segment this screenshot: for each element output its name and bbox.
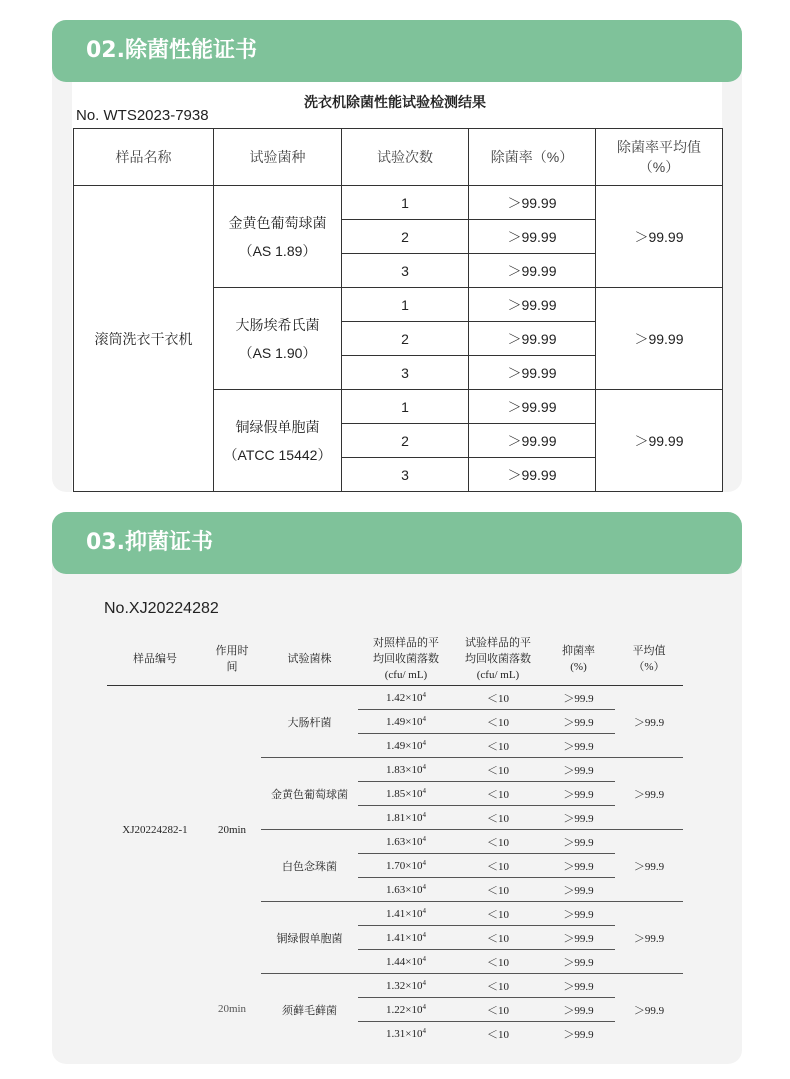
exponent: 4 <box>422 979 426 987</box>
control-count-value: 1.42×10 <box>386 692 423 704</box>
control-count-cell <box>358 950 454 974</box>
average-cell: ＞99.99 <box>596 390 723 492</box>
exponent: 4 <box>422 715 426 723</box>
control-count-cell <box>358 758 454 782</box>
inhibition-rate-cell: ＞99.9 <box>542 686 615 710</box>
inhibition-rate-cell: ＞99.9 <box>542 974 615 998</box>
run-cell: 2 <box>342 322 469 356</box>
header-rate: 抑菌率 (%) <box>542 633 615 686</box>
exponent: 4 <box>422 691 426 699</box>
header-sample-id: 样品编号 <box>107 633 203 686</box>
inhibition-rate-cell: ＞99.9 <box>542 758 615 782</box>
exponent: 4 <box>422 883 426 891</box>
control-count-cell <box>358 710 454 734</box>
exponent: 4 <box>422 1003 426 1011</box>
exponent: 4 <box>422 955 426 963</box>
header-test: 试验样品的平 均回收菌落数 (cfu/ mL) <box>454 633 542 686</box>
average-cell: ＞99.9 <box>615 902 683 974</box>
header-average: 除菌率平均值 （%） <box>596 129 723 186</box>
strain-cell <box>214 186 342 288</box>
control-count-value: 1.63×10 <box>386 884 423 896</box>
inhibition-rate-cell: ＞99.9 <box>542 830 615 854</box>
test-count-cell: ＜10 <box>454 830 542 854</box>
control-count-cell <box>358 878 454 902</box>
run-cell: 3 <box>342 458 469 492</box>
header-strain: 试验菌株 <box>261 633 358 686</box>
strain-cell <box>214 288 342 390</box>
run-cell: 2 <box>342 220 469 254</box>
test-count-cell: ＜10 <box>454 926 542 950</box>
test-count-cell: ＜10 <box>454 686 542 710</box>
control-count-value: 1.32×10 <box>386 980 423 992</box>
strain-cell: 须藓毛藓菌 <box>282 1004 337 1017</box>
control-count-cell <box>358 998 454 1022</box>
run-cell: 3 <box>342 356 469 390</box>
control-count-cell <box>358 1022 454 1046</box>
test-count-cell: ＜10 <box>454 806 542 830</box>
control-count-value: 1.83×10 <box>386 764 423 776</box>
strain-name: 大肠埃希氏菌 <box>235 316 320 333</box>
exponent: 4 <box>422 907 426 915</box>
control-count-cell <box>358 806 454 830</box>
run-cell: 1 <box>342 390 469 424</box>
strain-cell: 金黄色葡萄球菌 <box>261 758 358 830</box>
control-count-value: 1.85×10 <box>386 788 423 800</box>
control-count-value: 1.63×10 <box>386 836 423 848</box>
table-header-row <box>74 129 723 186</box>
rate-cell: ＞99.99 <box>469 356 596 390</box>
sample-id-cell-empty <box>107 974 203 1046</box>
report-number-2: No.XJ20224282 <box>104 600 219 617</box>
strain-code: （AS 1.90） <box>238 344 317 361</box>
table-row <box>107 686 683 710</box>
control-count-cell <box>358 782 454 806</box>
section-banner-bactericidal: 02.除菌性能证书 <box>52 20 742 82</box>
inhibition-rate-cell: ＞99.9 <box>542 950 615 974</box>
header-time: 作用时 间 <box>203 633 261 686</box>
header-runs: 试验次数 <box>342 129 469 186</box>
exponent: 4 <box>422 859 426 867</box>
control-count-value: 1.49×10 <box>386 740 423 752</box>
control-count-cell <box>358 854 454 878</box>
rate-cell: ＞99.99 <box>469 288 596 322</box>
average-cell: ＞99.9 <box>633 1004 665 1017</box>
control-count-value: 1.22×10 <box>386 1004 423 1016</box>
control-count-value: 1.41×10 <box>386 932 423 944</box>
test-count-cell: ＜10 <box>454 902 542 926</box>
control-count-cell <box>358 686 454 710</box>
header-control: 对照样品的平 均回收菌落数 (cfu/ mL) <box>358 633 454 686</box>
header-rate: 除菌率（%） <box>469 129 596 186</box>
antibacterial-results-table <box>107 633 683 1045</box>
inhibition-rate-cell: ＞99.9 <box>542 998 615 1022</box>
control-count-value: 1.41×10 <box>386 908 423 920</box>
control-count-cell <box>358 734 454 758</box>
header-strain: 试验菌种 <box>214 129 342 186</box>
run-cell: 3 <box>342 254 469 288</box>
strain-code: （ATCC 15442） <box>223 446 332 463</box>
run-cell: 2 <box>342 424 469 458</box>
test-count-cell: ＜10 <box>487 1028 509 1041</box>
test-count-cell: ＜10 <box>454 974 542 998</box>
exponent: 4 <box>422 739 426 747</box>
test-count-cell: ＜10 <box>454 758 542 782</box>
inhibition-rate-cell: ＞99.9 <box>542 854 615 878</box>
inhibition-rate-cell: ＞99.9 <box>542 878 615 902</box>
rate-cell: ＞99.99 <box>469 186 596 220</box>
inhibition-rate-cell: ＞99.9 <box>542 926 615 950</box>
strain-cell <box>214 390 342 492</box>
time-cell-second: 20min <box>217 1003 247 1016</box>
exponent: 4 <box>422 931 426 939</box>
exponent: 4 <box>422 787 426 795</box>
strain-name: 铜绿假单胞菌 <box>235 418 320 435</box>
average-cell: ＞99.9 <box>615 830 683 902</box>
control-count-value: 1.31×10 <box>386 1028 423 1040</box>
average-cell: ＞99.9 <box>615 758 683 830</box>
average-cell: ＞99.9 <box>615 686 683 758</box>
run-cell: 1 <box>342 186 469 220</box>
control-count-value: 1.81×10 <box>386 812 423 824</box>
control-count-value: 1.49×10 <box>386 716 423 728</box>
strain-cell: 白色念珠菌 <box>261 830 358 902</box>
average-cell: ＞99.99 <box>596 186 723 288</box>
control-count-cell <box>358 926 454 950</box>
run-cell: 1 <box>342 288 469 322</box>
exponent: 4 <box>422 763 426 771</box>
control-count-cell <box>358 830 454 854</box>
control-count-value: 1.44×10 <box>386 956 423 968</box>
test-count-cell: ＜10 <box>454 734 542 758</box>
inhibition-rate-cell: ＞99.9 <box>542 710 615 734</box>
rate-cell: ＞99.99 <box>469 390 596 424</box>
bactericidal-results-table <box>73 128 723 492</box>
exponent: 4 <box>422 835 426 843</box>
test-count-cell: ＜10 <box>454 950 542 974</box>
sample-id-cell: XJ20224282-1 <box>122 823 188 836</box>
table-row <box>74 186 723 220</box>
rate-cell: ＞99.99 <box>469 254 596 288</box>
strain-cell: 铜绿假单胞菌 <box>261 902 358 974</box>
rate-cell: ＞99.99 <box>469 220 596 254</box>
control-count-cell <box>358 902 454 926</box>
inhibition-rate-cell: ＞99.9 <box>563 1028 594 1041</box>
strain-code: （AS 1.89） <box>238 242 317 259</box>
certificate-title: 洗衣机除菌性能试验检测结果 <box>304 95 486 111</box>
control-count-value: 1.70×10 <box>386 860 423 872</box>
test-count-cell: ＜10 <box>454 998 542 1022</box>
average-cell: ＞99.99 <box>596 288 723 390</box>
header-average: 平均值 （%） <box>615 633 683 686</box>
test-count-cell: ＜10 <box>454 878 542 902</box>
report-number-1: No. WTS2023-7938 <box>76 107 209 124</box>
table-header-row <box>107 633 683 686</box>
rate-cell: ＞99.99 <box>469 424 596 458</box>
control-count-cell <box>358 974 454 998</box>
table-row <box>107 974 683 998</box>
section-banner-antibacterial: 03.抑菌证书 <box>52 512 742 574</box>
strain-name: 金黄色葡萄球菌 <box>228 214 327 231</box>
strain-cell: 大肠杆菌 <box>261 686 358 758</box>
inhibition-rate-cell: ＞99.9 <box>542 902 615 926</box>
test-count-cell: ＜10 <box>454 782 542 806</box>
test-count-cell: ＜10 <box>454 854 542 878</box>
inhibition-rate-cell: ＞99.9 <box>542 806 615 830</box>
header-sample-name: 样品名称 <box>74 129 214 186</box>
rate-cell: ＞99.99 <box>469 458 596 492</box>
inhibition-rate-cell: ＞99.9 <box>542 734 615 758</box>
exponent: 4 <box>422 811 426 819</box>
inhibition-rate-cell: ＞99.9 <box>542 782 615 806</box>
sample-name-cell: 滚筒洗衣干衣机 <box>74 186 214 492</box>
test-count-cell: ＜10 <box>454 710 542 734</box>
rate-cell: ＞99.99 <box>469 322 596 356</box>
exponent: 4 <box>422 1027 426 1035</box>
time-cell: 20min <box>217 823 247 836</box>
